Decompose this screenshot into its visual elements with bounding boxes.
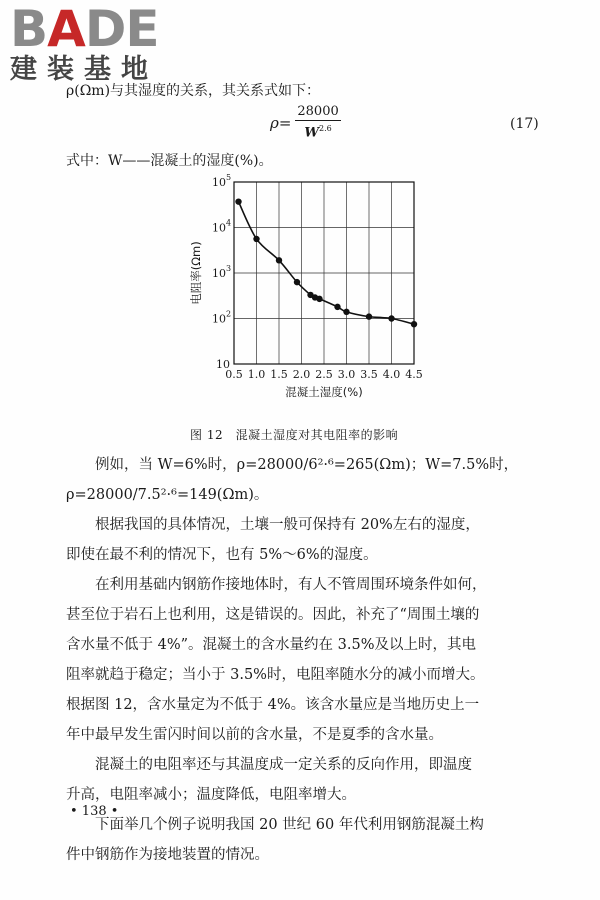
paragraph — [66, 510, 556, 570]
logo-wordmark: BADE — [10, 0, 159, 58]
x-tick-label: 0.5 — [225, 368, 243, 381]
x-tick-label: 4.5 — [405, 368, 423, 381]
series-line — [239, 202, 415, 325]
formula-denominator: $W^{2.6}$ — [304, 124, 332, 141]
y-tick-label: 10 — [212, 267, 226, 280]
page-number: • 138 • — [70, 804, 119, 819]
logo-subtitle: 建装基地 — [10, 54, 158, 85]
text-line: 阻率就趋于稳定；当小于 3.5%时，电阻率随水分的减小而增大。 — [66, 667, 485, 683]
y-tick-exponent: 2 — [226, 309, 232, 319]
figure-caption: 图 12 混凝土湿度对其电阻率的影响 — [190, 428, 399, 442]
x-tick-label: 1.5 — [270, 368, 288, 381]
text-line: 即使在最不利的情况下，也有 5%～6%的湿度。 — [66, 547, 378, 563]
data-point — [253, 236, 259, 242]
text-line: 根据图 12，含水量定为不低于 4%。该含水量应是当地历史上一 — [66, 697, 480, 713]
paragraph — [66, 750, 556, 810]
variable-definition: 式中：W——混凝土的湿度(%)。 — [66, 153, 273, 169]
y-tick-label: 10 — [212, 312, 226, 326]
y-tick-label: 10 — [216, 358, 230, 371]
x-tick-label: 3.0 — [337, 368, 356, 381]
data-point — [276, 257, 282, 263]
y-tick-label: 10 — [212, 176, 226, 189]
formula-fraction — [295, 104, 340, 141]
text-line: 根据我国的具体情况，土壤一般可保持有 20%左右的湿度， — [95, 517, 480, 533]
text-line: 在利用基础内钢筋作接地体时，有人不管周围环境条件如何， — [95, 577, 487, 593]
data-point — [343, 309, 349, 315]
text-line: 含水量不低于 4%”。混凝土的含水量约在 3.5%及以上时，其电 — [66, 637, 476, 653]
resistivity-chart — [180, 170, 440, 410]
brand-logo — [10, 0, 180, 90]
text-line: 件中钢筋作为接地装置的情况。 — [66, 847, 269, 863]
paragraph — [66, 450, 556, 510]
y-tick-exponent: 5 — [226, 173, 232, 182]
text-line: ρ=28000/7.5²·⁶=149(Ωm)。 — [66, 487, 269, 503]
y-axis-label: 电阻率(Ωm) — [189, 241, 203, 305]
data-point — [411, 321, 417, 327]
text-line: 升高，电阻率减小；温度降低，电阻率增大。 — [66, 787, 356, 803]
x-tick-label: 4.0 — [382, 368, 401, 381]
paragraph — [66, 570, 556, 750]
text-line: 年中最早发生雷闪时间以前的含水量，不是夏季的含水量。 — [66, 727, 443, 743]
data-point — [316, 296, 322, 302]
x-tick-label: 1.0 — [247, 368, 266, 381]
x-tick-label: 2.0 — [292, 368, 311, 381]
text-line: 混凝土的电阻率还与其温度成一定关系的反向作用，即温度 — [95, 757, 472, 773]
y-tick-exponent: 4 — [226, 218, 232, 228]
y-tick-exponent: 3 — [226, 264, 232, 273]
formula-lhs: ρ= — [270, 113, 292, 132]
text-line: 例如，当 W=6%时，ρ=28000/6²·⁶=265(Ωm)；W=7.5%时， — [95, 457, 519, 473]
data-point — [388, 315, 394, 321]
x-axis-label: 混凝土湿度(%) — [285, 385, 363, 399]
y-tick-label: 10 — [212, 221, 226, 235]
equation-number: (17) — [510, 116, 539, 132]
paragraph — [66, 810, 556, 870]
x-tick-label: 3.5 — [360, 368, 378, 381]
intro-text: ρ(Ωm)与其湿度的关系，其关系式如下： — [66, 83, 321, 99]
data-point — [334, 304, 340, 310]
formula-17 — [270, 104, 341, 141]
data-point — [366, 313, 372, 319]
data-point — [294, 279, 300, 285]
text-line: 甚至位于岩石上也利用，这是错误的。因此，补充了“周围土壤的 — [66, 607, 480, 623]
data-point — [235, 198, 241, 204]
text-line: 下面举几个例子说明我国 20 世纪 60 年代利用钢筋混凝土构 — [95, 817, 484, 833]
x-tick-label: 2.5 — [315, 368, 333, 381]
formula-numerator: 28000 — [297, 104, 339, 119]
